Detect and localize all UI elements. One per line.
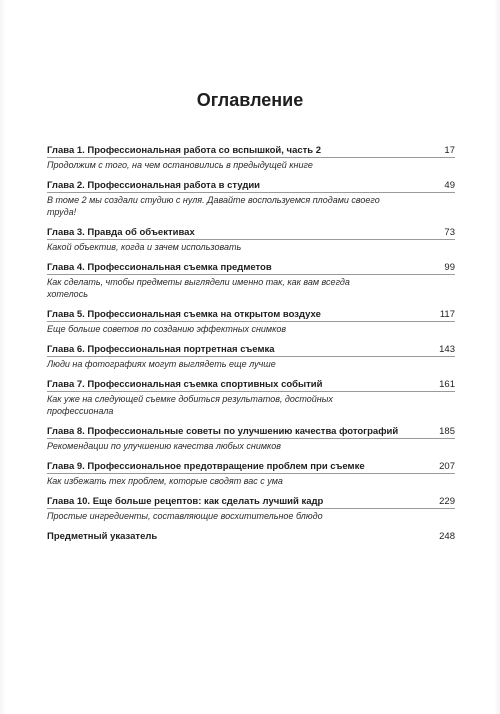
chapter-description: Простые ингредиенты, составляющие восхитительное блюдо [47, 511, 323, 521]
chapter-title: Глава 5. Профессиональная съемка на открытом воздухе [47, 309, 321, 320]
chapter-page-number: 17 [444, 145, 455, 156]
chapter-page-number: 49 [444, 180, 455, 191]
chapter-title: Глава 9. Профессиональное предотвращение проблем при съемке [47, 461, 365, 472]
chapter-description: В томе 2 мы создали студию с нуля. Давайте воспользуемся плодами своего труда! [47, 195, 380, 217]
chapter-description: Рекомендации по улучшению качества любых снимков [47, 441, 281, 451]
chapter-page-number: 117 [439, 309, 455, 320]
toc-index-entry [47, 531, 455, 543]
chapter-page-number: 229 [439, 496, 455, 507]
page-title: Оглавление [196, 90, 304, 110]
toc-entry [47, 344, 455, 370]
chapter-title: Глава 8. Профессиональные советы по улучшению качества фотографий [47, 426, 399, 437]
toc-entry [47, 262, 455, 300]
toc-entry-row [47, 227, 455, 240]
chapter-page-number: 73 [444, 227, 455, 238]
chapter-title: Глава 1. Профессиональная работа со вспышкой, часть 2 [47, 145, 322, 156]
index-page-number: 248 [439, 531, 455, 542]
table-of-contents [47, 145, 455, 552]
toc-entry-row [47, 461, 455, 474]
toc-entry-row [47, 309, 455, 322]
chapter-description: Как уже на следующей съемке добиться результатов, достойных профессионала [47, 394, 333, 416]
chapter-title: Глава 3. Правда об объективах [47, 227, 195, 238]
chapter-page-number: 99 [444, 262, 455, 273]
chapter-title: Глава 4. Профессиональная съемка предметов [47, 262, 272, 273]
chapter-description: Еще больше советов по созданию эффектных снимков [47, 324, 287, 334]
chapter-description: Как сделать, чтобы предметы выглядели именно так, как вам всегда хотелось [47, 277, 350, 299]
chapter-title: Глава 2. Профессиональная работа в студии [47, 180, 261, 191]
chapter-description: Какой объектив, когда и зачем использовать [47, 242, 242, 252]
toc-entry [47, 227, 455, 253]
toc-entry-row [47, 496, 455, 509]
toc-entry-row [47, 426, 455, 439]
toc-entry-row [47, 344, 455, 357]
chapter-description: Как избежать тех проблем, которые сводят вас с ума [47, 476, 283, 486]
chapter-page-number: 143 [439, 344, 455, 355]
index-title: Предметный указатель [47, 531, 158, 542]
toc-entry-row [47, 531, 455, 543]
toc-entry [47, 379, 455, 417]
toc-entry-row [47, 379, 455, 392]
chapter-title: Глава 10. Еще больше рецептов: как сделать лучший кадр [47, 496, 324, 507]
toc-entry-row [47, 180, 455, 193]
chapter-title: Глава 6. Профессиональная портретная съемка [47, 344, 275, 355]
toc-entry [47, 145, 455, 171]
chapter-description: Продолжим с того, на чем остановились в предыдущей книге [47, 160, 313, 170]
chapter-page-number: 185 [439, 426, 455, 437]
toc-entry [47, 496, 455, 522]
chapter-title: Глава 7. Профессиональная съемка спортивных событий [47, 379, 323, 390]
toc-entry [47, 180, 455, 218]
toc-entry-row [47, 145, 455, 158]
chapter-description: Люди на фотографиях могут выглядеть еще лучше [47, 359, 276, 369]
toc-entry [47, 426, 455, 452]
chapter-page-number: 161 [439, 379, 455, 390]
toc-entry [47, 309, 455, 335]
chapter-page-number: 207 [439, 461, 455, 472]
toc-entry-row [47, 262, 455, 275]
toc-entry [47, 461, 455, 487]
